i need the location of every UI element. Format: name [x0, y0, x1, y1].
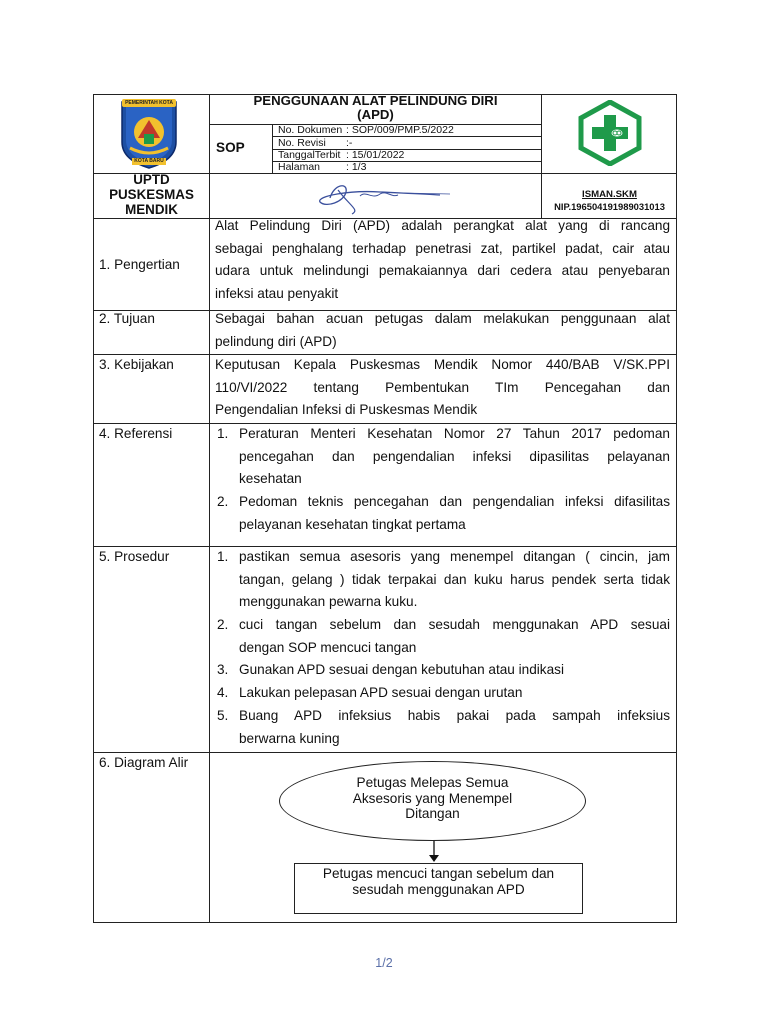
prosedur-num: 1.: [217, 549, 229, 564]
label-pengertian: 1. Pengertian: [99, 257, 180, 272]
prosedur-item: [239, 705, 670, 750]
prosedur-line: dengan SOP mencuci tangan: [239, 639, 417, 655]
pengertian-line: Alat Pelindung Diri (APD) adalah perangkat alat yang di rancang: [215, 218, 670, 233]
doc-row-label-3: TanggalTerbit: [278, 149, 341, 161]
pengertian-line: infeksi atau penyakit: [215, 285, 339, 301]
referensi-num: 1.: [217, 426, 229, 441]
referensi-line: pencegahan dan pengendalian infeksi dipasilitas pelayanan: [239, 448, 670, 464]
label-kebijakan: 3. Kebijakan: [99, 357, 174, 372]
prosedur-item: [239, 614, 670, 659]
flow-step-1-line: Petugas Melepas Semua: [356, 775, 509, 790]
prosedur-line: Lakukan pelepasan APD sesuai dengan urutan: [239, 685, 523, 700]
referensi-num: 2.: [217, 494, 229, 509]
prosedur-line: pastikan semua asesoris yang menempel ditangan ( cincin, jam: [239, 549, 670, 564]
doc-row-value-2: :-: [346, 137, 353, 149]
prosedur-item: [239, 546, 670, 614]
referensi-line: pelayanan kesehatan tingkat pertama: [239, 516, 466, 532]
doc-row-label-4: Halaman: [278, 161, 321, 173]
prosedur-line: Gunakan APD sesuai dengan kebutuhan atau indikasi: [239, 662, 564, 677]
org-line-2: PUSKESMAS: [109, 187, 194, 202]
doc-row-value-1: : SOP/009/PMP.5/2022: [346, 124, 454, 136]
page-number: 1/2: [375, 956, 393, 970]
referensi-line: Pedoman teknis pencegahan dan pengendalian infeksi difasilitas: [239, 494, 670, 509]
pengertian-line: sebagai penghalang terhadap penetrasi zat, partikel padat, cair atau: [215, 240, 670, 256]
signer-nip: NIP.196504191989031013: [554, 201, 665, 212]
org-line-3: MENDIK: [125, 202, 178, 217]
signature: [290, 176, 470, 216]
flow-step-1-line: Aksesoris yang Menempel: [352, 791, 513, 806]
kebijakan-line: Keputusan Kepala Puskesmas Mendik Nomor 440/BAB V/SK.PPI: [215, 357, 670, 372]
label-prosedur: 5. Prosedur: [99, 549, 170, 564]
label-referensi: 4. Referensi: [99, 426, 173, 441]
prosedur-num: 2.: [217, 617, 229, 632]
referensi-line: Peraturan Menteri Kesehatan Nomor 27 Tahun 2017 pedoman: [239, 426, 670, 441]
label-diagram-alir: 6. Diagram Alir: [99, 755, 189, 770]
prosedur-item: [239, 659, 670, 682]
pengertian-line: udara untuk melindungi pemakaiannya dari cedera atau penyebaran: [215, 263, 670, 279]
referensi-line: kesehatan: [239, 471, 302, 487]
title-line-2: (APD): [357, 107, 394, 122]
referensi-item: [239, 423, 670, 491]
prosedur-line: tangan, gelang ) tidak terpakai dan kuku harus pendek serta tidak: [239, 571, 670, 587]
prosedur-item: [239, 682, 670, 705]
flow-step-2-line: Petugas mencuci tangan sebelum dan: [322, 866, 555, 881]
doc-row-value-3: : 15/01/2022: [346, 149, 405, 161]
doc-row-value-4: : 1/3: [346, 161, 367, 173]
puskesmas-logo: [577, 100, 643, 166]
title-line-1: PENGGUNAAN ALAT PELINDUNG DIRI: [253, 93, 498, 108]
tujuan-text: [215, 308, 670, 353]
prosedur-num: 3.: [217, 662, 229, 677]
prosedur-line: menggunakan pewarna kuku.: [239, 594, 418, 610]
sop-label: SOP: [216, 140, 245, 155]
prosedur-num: 5.: [217, 708, 229, 723]
prosedur-line: berwarna kuning: [239, 730, 340, 746]
label-tujuan: 2. Tujuan: [99, 311, 155, 326]
prosedur-line: Buang APD infeksius habis pakai pada sampah infeksius: [239, 708, 670, 723]
flow-step-1-line: Ditangan: [405, 806, 460, 821]
tujuan-line: Sebagai bahan acuan petugas dalam melakukan penggunaan alat: [215, 311, 670, 326]
flow-step-2-line: sesudah menggunakan APD: [352, 882, 525, 897]
pengertian-text: [215, 215, 670, 305]
org-line-1: UPTD: [133, 172, 170, 187]
prosedur-num: 4.: [217, 685, 229, 700]
kebijakan-text: [215, 354, 670, 422]
doc-row-label-2: No. Revisi: [278, 137, 326, 149]
signer-name: ISMAN.SKM: [582, 189, 637, 200]
prosedur-line: cuci tangan sebelum dan sesudah menggunakan APD sesuai: [239, 617, 670, 632]
table-border-bottom: [93, 922, 677, 923]
tujuan-line: pelindung diri (APD): [215, 333, 337, 349]
government-logo: [116, 98, 182, 170]
referensi-item: [239, 491, 670, 536]
logo-top-band: PEMERINTAH KOTA: [122, 99, 176, 107]
kebijakan-line: 110/VI/2022 tentang Pembentukan TIm Pencegahan dan: [215, 379, 670, 395]
kebijakan-line: Pengendalian Infeksi di Puskesmas Mendik: [215, 402, 478, 418]
doc-row-label-1: No. Dokumen: [278, 124, 343, 136]
flow-arrow: [428, 841, 440, 863]
logo-bottom-band: KOTA BARU: [132, 158, 166, 165]
